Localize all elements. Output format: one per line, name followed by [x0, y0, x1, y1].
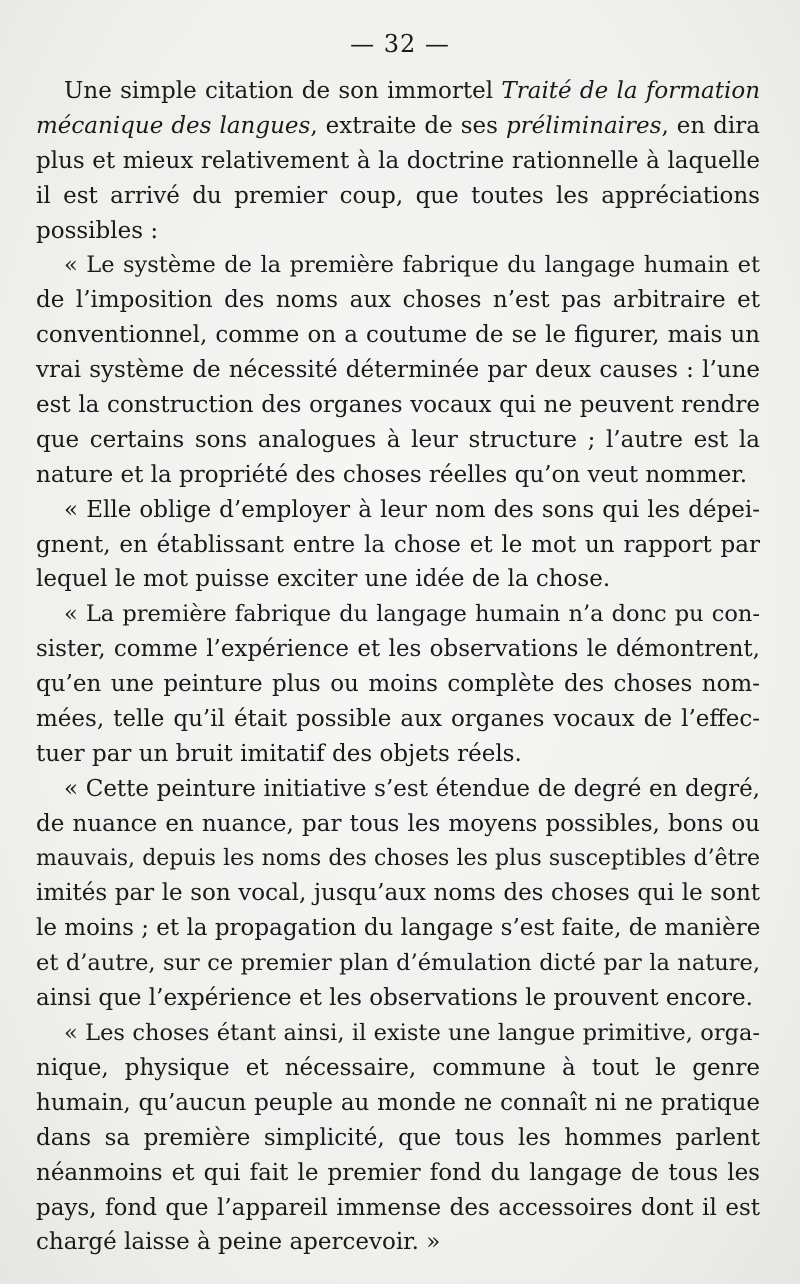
text-line: et d’autre, sur ce premier plan d’émulation dicté par la nature,	[36, 950, 760, 977]
text-line: gnent, en établissant entre la chose et le mot un rapport par	[36, 531, 760, 558]
text-line: mécanique des langues, extraite de ses préliminaires, en dira	[36, 112, 760, 139]
text-line: que certains sons analogues à leur structure ; l’autre est la	[36, 426, 760, 453]
paragraph-6	[36, 1016, 760, 1260]
text-line: vrai système de nécessité déterminée par deux causes : l’une	[36, 357, 760, 384]
body-text	[36, 74, 760, 1260]
paragraph-3	[36, 493, 760, 598]
text-line: nature et la propriété des choses réelles qu’on veut nommer.	[36, 461, 748, 488]
text-line: sister, comme l’expérience et les observations le démontrent,	[36, 636, 760, 663]
text-line: imités par le son vocal, jusqu’aux noms des choses qui le sont	[36, 880, 760, 907]
text-line: « Elle oblige d’employer à leur nom des sons qui les dépei-	[64, 496, 760, 523]
paragraph-5	[36, 772, 760, 1016]
text-line: conventionnel, comme on a coutume de se le figurer, mais un	[36, 322, 760, 349]
text-line: tuer par un bruit imitatif des objets réels.	[36, 740, 522, 767]
text-line: il est arrivé du premier coup, que toutes les appréciations	[36, 182, 760, 209]
paragraph-1	[36, 74, 760, 248]
text-line: mées, telle qu’il était possible aux organes vocaux de l’effec-	[36, 706, 760, 733]
text-line: possibles :	[36, 217, 159, 244]
text-line: est la construction des organes vocaux qui ne peuvent rendre	[36, 392, 760, 419]
text-line: mauvais, depuis les noms des choses les plus susceptibles d’être	[36, 845, 760, 871]
text-line: nique, physique et nécessaire, commune à tout le genre	[36, 1054, 760, 1081]
page-number: — 32 —	[350, 30, 450, 58]
text-line: de nuance en nuance, par tous les moyens possibles, bons ou	[36, 810, 760, 837]
text-line: « La première fabrique du langage humain n’a donc pu con-	[64, 601, 760, 628]
text-line: chargé laisse à peine apercevoir. »	[36, 1229, 441, 1256]
text-line: « Le système de la première fabrique du langage humain et	[64, 252, 760, 279]
text-line: le moins ; et la propagation du langage s’est faite, de manière	[36, 915, 761, 942]
text-line: plus et mieux relativement à la doctrine rationnelle à laquelle	[36, 147, 760, 174]
paragraph-4	[36, 597, 760, 771]
text-line: dans sa première simplicité, que tous les hommes parlent	[36, 1124, 760, 1151]
text-line: humain, qu’aucun peuple au monde ne connaît ni ne pratique	[36, 1089, 760, 1116]
text-line: « Les choses étant ainsi, il existe une langue primitive, orga-	[64, 1020, 760, 1047]
text-line: lequel le mot puisse exciter une idée de la chose.	[36, 566, 611, 593]
text-line: néanmoins et qui fait le premier fond du langage de tous les	[36, 1159, 760, 1186]
text-line: pays, fond que l’appareil immense des accessoires dont il est	[36, 1194, 760, 1221]
text-line: Une simple citation de son immortel Traité de la formation	[64, 78, 761, 104]
paragraph-2	[36, 248, 760, 492]
text-line: ainsi que l’expérience et les observations le prouvent encore.	[36, 985, 753, 1012]
text-line: de l’imposition des noms aux choses n’est pas arbitraire et	[36, 287, 760, 314]
text-line: qu’en une peinture plus ou moins complète des choses nom-	[36, 671, 760, 698]
text-line: « Cette peinture initiative s’est étendue de degré en degré,	[64, 775, 760, 802]
